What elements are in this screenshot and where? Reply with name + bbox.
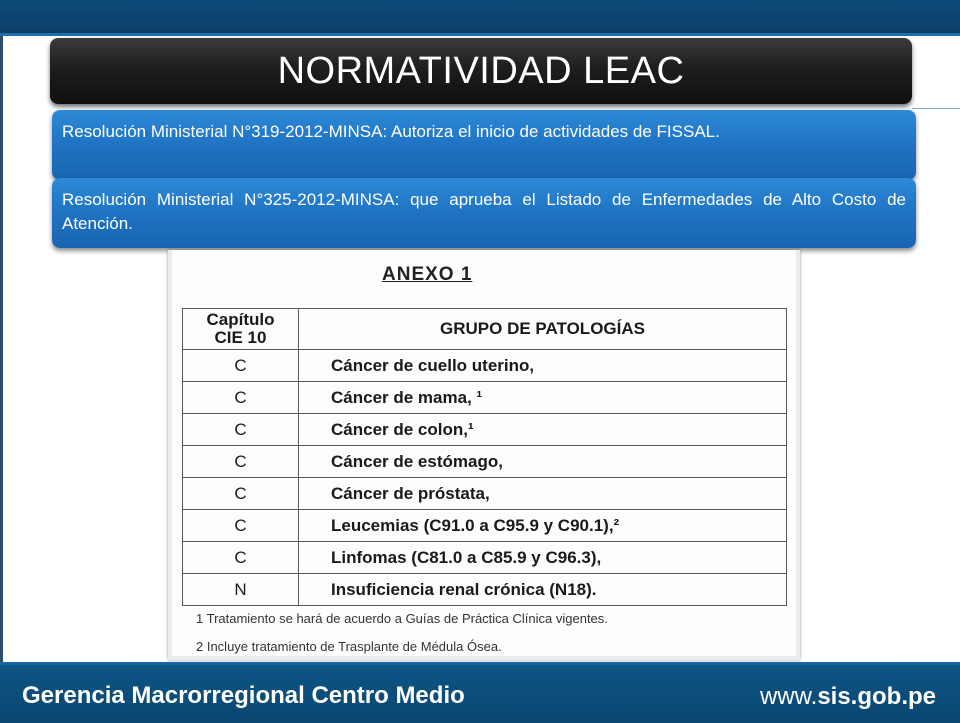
url-prefix: www. [759,683,818,710]
table-row [183,446,787,478]
group-cell: Cáncer de próstata, [299,478,787,510]
group-cell: Insuficiencia renal crónica (N18). [299,574,787,606]
footer-bar [0,662,960,723]
chapter-cell: C [183,350,299,382]
table-row [183,542,787,574]
group-cell: Cáncer de estómago, [299,446,787,478]
footnote-2: 2 Incluye tratamiento de Trasplante de Médula Ósea. [196,639,502,654]
chapter-header-line1: Capítulo [206,310,275,329]
chapter-cell: C [183,478,299,510]
resolution-text-2: Resolución Ministerial N°325-2012-MINSA: que aprueba el Listado de Enfermedades de Alto Costo de Atención. [62,190,906,233]
title-banner [50,38,912,104]
table-header-row [183,309,787,350]
annex-document-image [168,250,800,660]
url-domain: sis.gob.pe [817,683,936,710]
table-row [183,382,787,414]
resolution-box-1 [52,110,916,180]
table-row [183,478,787,510]
annex-document [172,250,796,656]
chapter-cell: C [183,414,299,446]
chapter-cell: C [183,542,299,574]
slide-title: NORMATIVIDAD LEAC [277,49,685,92]
annex-title: ANEXO 1 [382,264,473,285]
resolution-box-2 [52,178,916,248]
footer-title: Gerencia Macrorregional Centro Medio [22,682,465,709]
group-cell: Cáncer de colon,¹ [299,414,787,446]
group-cell: Leucemias (C91.0 a C95.9 y C90.1),² [299,510,787,542]
group-cell: Cáncer de cuello uterino, [299,350,787,382]
table-row [183,574,787,606]
table-row [183,510,787,542]
group-header: GRUPO DE PATOLOGÍAS [299,309,787,350]
group-cell: Linfomas (C81.0 a C85.9 y C96.3), [299,542,787,574]
chapter-cell: C [183,446,299,478]
top-bar [0,0,960,36]
chapter-cell: N [183,574,299,606]
table-row [183,350,787,382]
chapter-header-line2: CIE 10 [214,328,267,347]
group-cell: Cáncer de mama, ¹ [299,382,787,414]
website-url[interactable] [760,683,936,711]
chapter-cell: C [183,510,299,542]
chapter-cell: C [183,382,299,414]
footnote-1: 1 Tratamiento se hará de acuerdo a Guías de Práctica Clínica vigentes. [196,611,608,626]
resolution-text-1: Resolución Ministerial N°319-2012-MINSA: Autoriza el inicio de actividades de FISSAL. [62,122,720,141]
chapter-header [183,309,299,350]
pathology-table [182,308,787,606]
left-rail [0,36,3,666]
divider [912,108,960,109]
table-row [183,414,787,446]
